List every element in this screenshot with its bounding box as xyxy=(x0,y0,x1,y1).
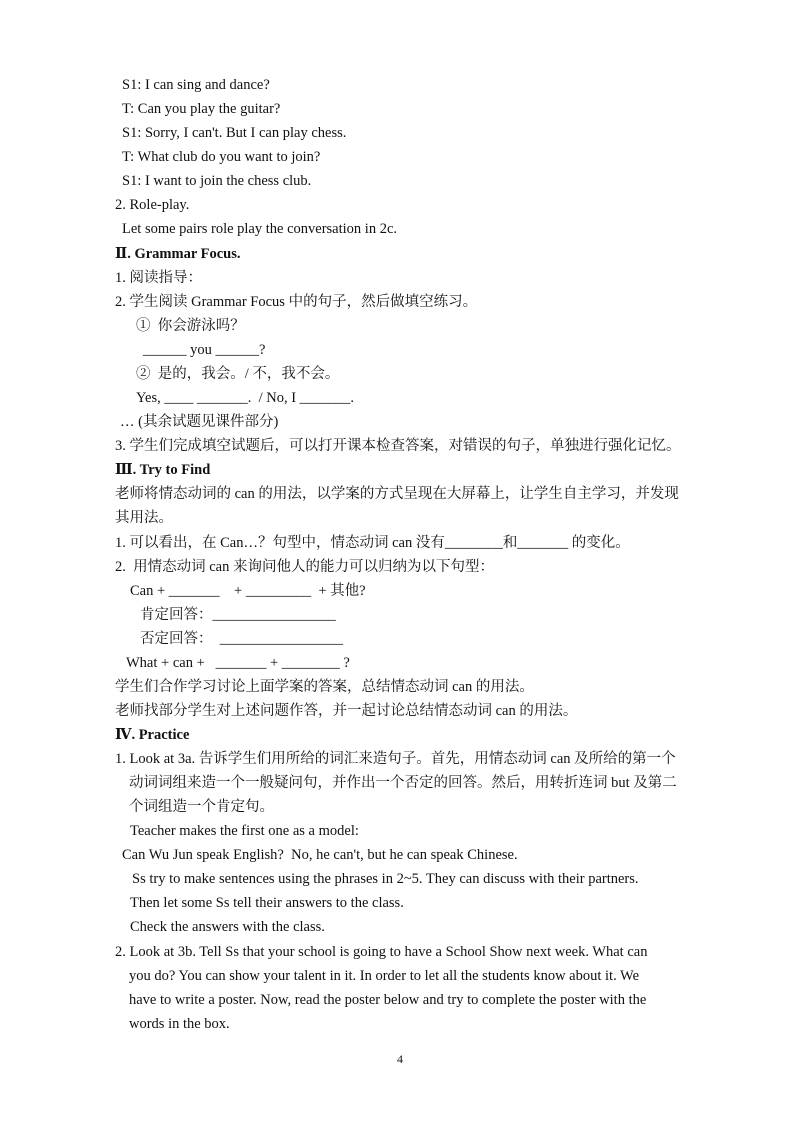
text-line: 动词词组来造一个一般疑问句，并作出一个否定的回答。然后，用转折连词 but 及第二 xyxy=(129,775,677,791)
step-line: 3. 学生们完成填空试题后，可以打开课本检查答案，对错误的句子，单独进行强化记忆。 xyxy=(115,438,681,454)
fill-blank-line: What + can + _______ + ________ ? xyxy=(126,655,350,671)
text-line: you do? You can show your talent in it. In order to let all the students know about it. We xyxy=(129,968,640,984)
exercise-line: ① 你会游泳吗？ xyxy=(136,318,245,334)
step-line: 1. 阅读指导： xyxy=(115,270,202,286)
text-line: 个词组造一个肯定句。 xyxy=(129,799,274,815)
step-line: 2. 用情态动词 can 来询问他人的能力可以归纳为以下句型： xyxy=(115,559,494,575)
text-line: 学生们合作学习讨论上面学案的答案，总结情态动词 can 的用法。 xyxy=(115,679,534,695)
text-line: … (其余试题见课件部分) xyxy=(120,414,279,430)
section-heading-try-to-find: Ⅲ. Try to Find xyxy=(115,462,211,478)
fill-blank-line: ______ you ______? xyxy=(143,342,266,358)
exercise-line: ② 是的，我会。/ 不，我不会。 xyxy=(136,366,340,382)
dialogue-line: S1: I want to join the chess club. xyxy=(122,173,312,189)
step-line: 2. Role-play. xyxy=(115,197,190,213)
text-line: 老师找部分学生对上述问题作答，并一起讨论总结情态动词 can 的用法。 xyxy=(115,703,578,719)
section-heading-grammar-focus: Ⅱ. Grammar Focus. xyxy=(115,246,241,262)
fill-blank-line: Can + _______ + _________ + 其他? xyxy=(130,583,366,599)
text-line: Then let some Ss tell their answers to the class. xyxy=(130,895,404,911)
text-line: Check the answers with the class. xyxy=(130,919,325,935)
page-number: 4 xyxy=(397,1052,403,1066)
text-line: 其用法。 xyxy=(115,510,173,526)
dialogue-line: S1: I can sing and dance? xyxy=(122,77,270,93)
text-line: 老师将情态动词的 can 的用法，以学案的方式呈现在大屏幕上，让学生自主学习，并发现 xyxy=(115,486,679,502)
step-line: 2. Look at 3b. Tell Ss that your school is going to have a School Show next week. What can xyxy=(115,944,648,960)
step-line: 1. Look at 3a. 告诉学生们用所给的词汇来造句子。首先，用情态动词 can 及所给的第一个 xyxy=(115,751,676,767)
step-line: 2. 学生阅读 Grammar Focus 中的句子，然后做填空练习。 xyxy=(115,294,478,310)
step-line: 1. 可以看出，在 Can…？句型中，情态动词 can 没有________和_______ 的变化。 xyxy=(115,535,630,551)
text-line: words in the box. xyxy=(129,1016,230,1032)
dialogue-line: T: What club do you want to join? xyxy=(122,149,321,165)
text-line: have to write a poster. Now, read the poster below and try to complete the poster with the xyxy=(129,992,647,1008)
fill-blank-line: 否定回答： _________________ xyxy=(140,631,343,647)
text-line: Let some pairs role play the conversation in 2c. xyxy=(122,221,398,237)
dialogue-line: S1: Sorry, I can't. But I can play chess. xyxy=(122,125,347,141)
text-line: Can Wu Jun speak English? No, he can't, but he can speak Chinese. xyxy=(122,847,518,863)
text-line: Teacher makes the first one as a model: xyxy=(130,823,359,839)
text-line: Ss try to make sentences using the phrases in 2~5. They can discuss with their partners. xyxy=(132,871,639,887)
fill-blank-line: 肯定回答：_________________ xyxy=(140,607,336,623)
dialogue-line: T: Can you play the guitar? xyxy=(122,101,281,117)
fill-blank-line: Yes, ____ _______. / No, I _______. xyxy=(136,390,355,406)
section-heading-practice: Ⅳ. Practice xyxy=(115,727,190,743)
